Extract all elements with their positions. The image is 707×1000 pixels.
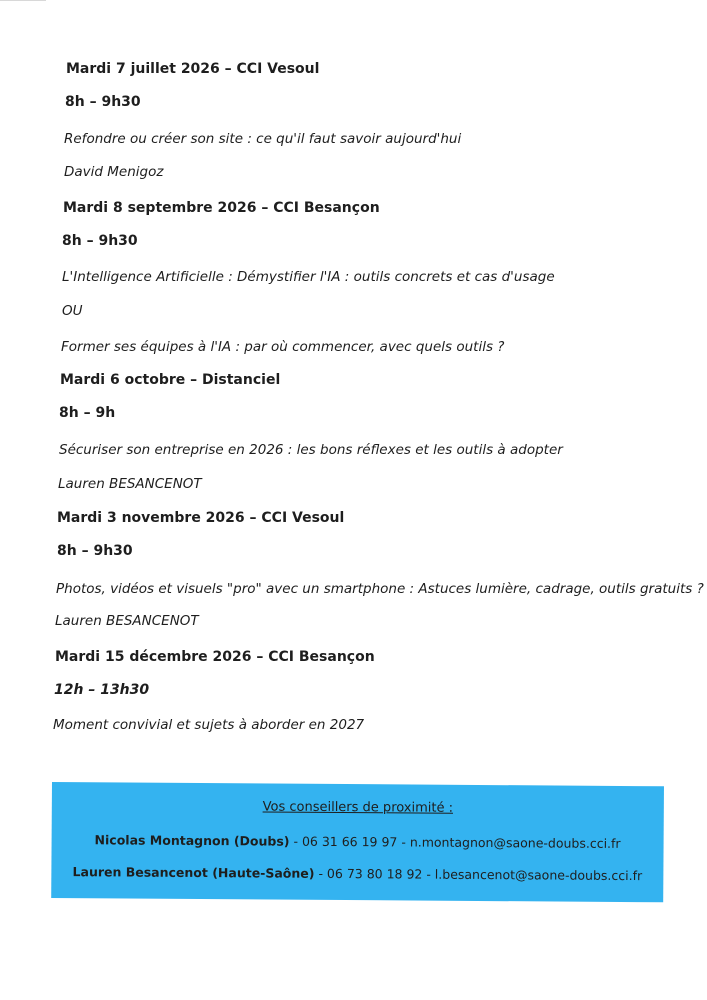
- event-4-speaker: Lauren BESANCENOT: [55, 613, 199, 629]
- contact-heading: Vos conseillers de proximité :: [262, 799, 454, 816]
- event-3-speaker: Lauren BESANCENOT: [58, 476, 202, 492]
- event-1-time: 8h – 9h30: [65, 94, 141, 110]
- event-5-topic: Moment convivial et sujets à aborder en 2027: [53, 717, 365, 733]
- event-5-time: 12h – 13h30: [54, 682, 150, 698]
- event-2-date: Mardi 8 septembre 2026 – CCI Besançon: [63, 200, 380, 216]
- event-4-topic: Photos, vidéos et visuels "pro" avec un smartphone : Astuces lumière, cadrage, outils gratuits ?: [56, 581, 704, 597]
- contact-details: - 06 31 66 19 97 - n.montagnon@saone-doubs.cci.fr: [289, 833, 621, 851]
- event-5-date: Mardi 15 décembre 2026 – CCI Besançon: [55, 649, 375, 665]
- contact-box: [51, 782, 664, 902]
- contact-name: Lauren Besancenot (Haute-Saône): [72, 864, 315, 881]
- event-3-time: 8h – 9h: [59, 405, 116, 421]
- event-2-time: 8h – 9h30: [62, 233, 138, 249]
- event-3-date: Mardi 6 octobre – Distanciel: [60, 372, 281, 388]
- event-1-speaker: David Menigoz: [64, 164, 164, 180]
- event-1-date: Mardi 7 juillet 2026 – CCI Vesoul: [66, 61, 320, 77]
- contact-line-doubs: [52, 832, 664, 851]
- event-1-topic: Refondre ou créer son site : ce qu'il faut savoir aujourd'hui: [64, 131, 462, 147]
- event-4-time: 8h – 9h30: [57, 543, 133, 559]
- contact-line-haute-saone: [51, 864, 663, 883]
- event-2-topic-alt: Former ses équipes à l'IA : par où commencer, avec quels outils ?: [61, 339, 505, 355]
- event-2-topic: L'Intelligence Artificielle : Démystifier l'IA : outils concrets et cas d'usage: [62, 269, 555, 285]
- event-3-topic: Sécuriser son entreprise en 2026 : les bons réflexes et les outils à adopter: [59, 442, 563, 458]
- event-4-date: Mardi 3 novembre 2026 – CCI Vesoul: [57, 510, 345, 526]
- scan-artifact: [0, 0, 46, 13]
- contact-details: - 06 73 80 18 92 - l.besancenot@saone-doubs.cci.fr: [314, 865, 643, 884]
- event-2-separator: OU: [62, 303, 83, 319]
- contact-name: Nicolas Montagnon (Doubs): [94, 832, 290, 849]
